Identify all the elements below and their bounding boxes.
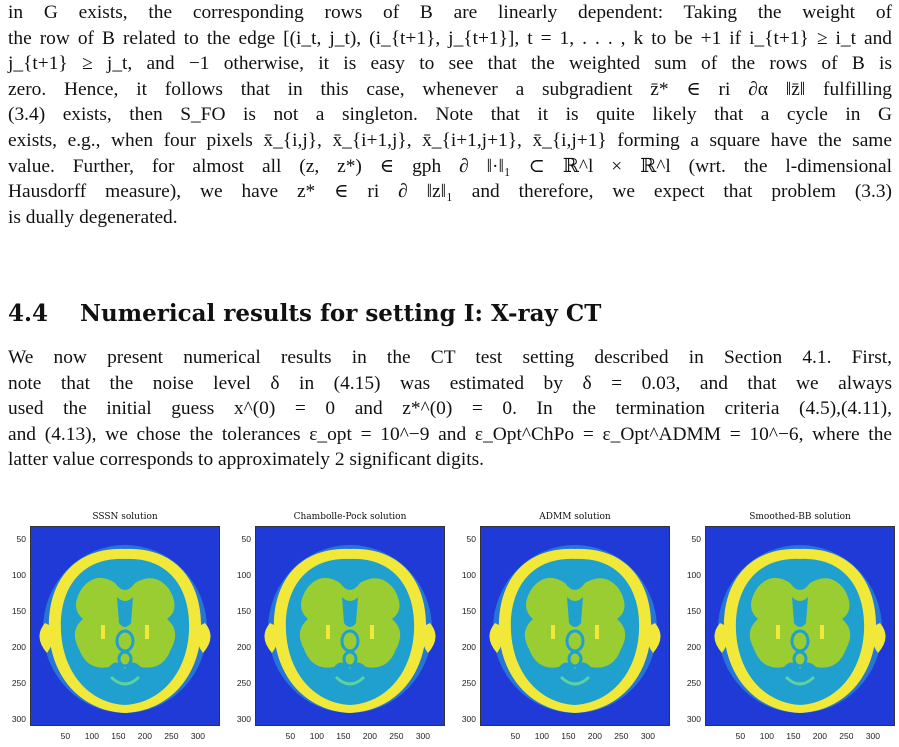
x-tick-label: 250: [164, 731, 179, 741]
x-tick-label: 100: [759, 731, 774, 741]
x-tick-label: 300: [865, 731, 880, 741]
y-tick-label: 100: [686, 570, 701, 580]
y-tick-label: 100: [11, 570, 26, 580]
y-tick-label: 250: [461, 678, 476, 688]
y-tick-label: 300: [236, 714, 251, 724]
x-tick-label: 50: [510, 731, 521, 741]
x-tick-label: 150: [786, 731, 801, 741]
y-tick-label: 250: [236, 678, 251, 688]
paragraph-top: [8, 0, 892, 230]
y-tick-label: 300: [11, 714, 26, 724]
text-line: value. Further, for almost all (z, z*) ∈ gph ∂ ‖·‖₁ ⊂ ℝ^l × ℝ^l (wrt. the l-dimensional: [8, 155, 892, 177]
x-tick-label: 300: [640, 731, 655, 741]
panel-smoothed-bb: [675, 510, 897, 747]
y-tick-label: 150: [236, 606, 251, 616]
y-tick-label: 250: [11, 678, 26, 688]
figure-reconstructions: [0, 510, 899, 747]
text-line: is dually degenerated.: [8, 206, 178, 228]
y-tick-label: 100: [236, 570, 251, 580]
section-title: Numerical results for setting I: X-ray CT: [80, 300, 602, 327]
y-tick-label: 300: [461, 714, 476, 724]
x-tick-label: 100: [534, 731, 549, 741]
x-tick-label: 100: [84, 731, 99, 741]
text-line: Hausdorff measure), we have z* ∈ ri ∂ ‖z‖₁ and therefore, we expect that problem (3.3): [8, 181, 892, 203]
text-line: j_{t+1} ≥ j_t, and −1 otherwise, it is easy to see that the weighted sum of the rows of B is: [8, 53, 892, 75]
panel-title: SSSN solution: [92, 512, 158, 522]
x-tick-label: 250: [614, 731, 629, 741]
x-tick-label: 250: [389, 731, 404, 741]
x-tick-label: 200: [812, 731, 827, 741]
x-tick-label: 200: [362, 731, 377, 741]
y-tick-label: 200: [236, 642, 251, 652]
reconstruction-image: [705, 526, 895, 726]
text-line: and (4.13), we chose the tolerances ε_opt = 10^−9 and ε_Opt^ChPo = ε_Opt^ADMM = 10^−6, where the: [8, 423, 892, 445]
section-number: 4.4: [8, 300, 49, 327]
x-tick-label: 100: [309, 731, 324, 741]
reconstruction-image: [30, 526, 220, 726]
y-tick-label: 100: [461, 570, 476, 580]
y-tick-label: 200: [461, 642, 476, 652]
text-line: in G exists, the corresponding rows of B are linearly dependent: Taking the weight of: [8, 2, 892, 23]
text-line: the row of B related to the edge [(i_t, j_t), (i_{t+1}, j_{t+1}], t = 1, . . . , k to be +1 if i_{t+1} ≥ i_t and: [8, 27, 892, 49]
x-tick-label: 150: [111, 731, 126, 741]
panel-sssn: [0, 510, 222, 747]
reconstruction-image: [255, 526, 445, 726]
panel-admm: [450, 510, 672, 747]
y-tick-label: 50: [241, 534, 251, 544]
y-tick-label: 200: [11, 642, 26, 652]
y-tick-label: 150: [461, 606, 476, 616]
panel-title: ADMM solution: [539, 512, 611, 522]
x-tick-label: 300: [415, 731, 430, 741]
x-tick-label: 50: [60, 731, 71, 741]
y-tick-label: 200: [686, 642, 701, 652]
text-line: latter value corresponds to approximately 2 significant digits.: [8, 449, 485, 471]
paragraph-results: [8, 345, 892, 473]
x-tick-label: 250: [839, 731, 854, 741]
x-tick-label: 150: [336, 731, 351, 741]
section-heading: [8, 300, 601, 327]
panel-title: Smoothed-BB solution: [749, 512, 851, 522]
y-tick-label: 250: [686, 678, 701, 688]
text-line: exists, e.g., when four pixels x̄_{i,j}, x̄_{i+1,j}, x̄_{i+1,j+1}, x̄_{i,j+1} forming a square have the same: [8, 129, 892, 151]
x-tick-label: 200: [137, 731, 152, 741]
y-tick-label: 50: [16, 534, 26, 544]
x-tick-label: 50: [285, 731, 296, 741]
text-line: zero. Hence, it follows that in this case, whenever a subgradient z̄̄* ∈ ri ∂α ‖z̄‖ fulfilling: [8, 78, 892, 100]
panel-chambolle-pock: [225, 510, 447, 747]
text-line: We now present numerical results in the CT test setting described in Section 4.1. First,: [8, 347, 892, 368]
reconstruction-image: [480, 526, 670, 726]
y-tick-label: 50: [691, 534, 701, 544]
x-tick-label: 300: [190, 731, 205, 741]
x-tick-label: 50: [735, 731, 746, 741]
y-tick-label: 50: [466, 534, 476, 544]
panel-title: Chambolle-Pock solution: [293, 512, 407, 522]
text-line: used the initial guess x^(0) = 0 and z*^(0) = 0. In the termination criteria (4.5),(4.11),: [8, 398, 892, 420]
text-line: note that the noise level δ in (4.15) was estimated by δ = 0.03, and that we always: [8, 372, 892, 394]
text-line: (3.4) exists, then S_FO is not a singleton. Note that it is quite likely that a cycle in G: [8, 104, 892, 126]
y-tick-label: 150: [686, 606, 701, 616]
x-tick-label: 150: [561, 731, 576, 741]
x-tick-label: 200: [587, 731, 602, 741]
y-tick-label: 300: [686, 714, 701, 724]
y-tick-label: 150: [11, 606, 26, 616]
